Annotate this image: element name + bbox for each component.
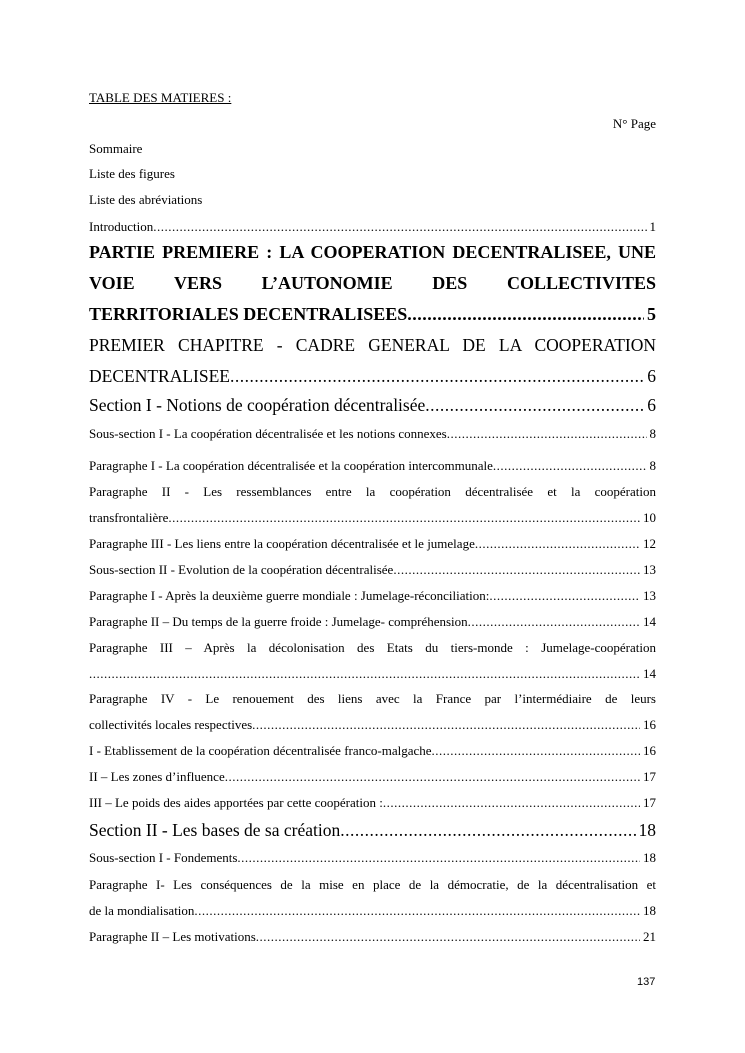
toc-entry-page: 13: [643, 562, 656, 577]
toc-entry-page: 18: [638, 820, 656, 840]
toc-entry: [89, 219, 656, 235]
toc-entry: [89, 820, 656, 841]
toc-chapter-heading: PREMIER CHAPITRE - CADRE GENERAL DE LA COOPERATION: [89, 335, 656, 355]
toc-entry-page: 17: [643, 769, 656, 784]
toc-entry: [89, 562, 656, 578]
dot-leader: [447, 426, 647, 442]
toc-entry-label: Sous-section I - Fondements: [89, 850, 238, 865]
dot-leader: [252, 717, 640, 733]
toc-title: TABLE DES MATIERES :: [89, 90, 232, 105]
toc-entry-page: 16: [643, 743, 656, 758]
toc-entry-label: Paragraphe II – Les motivations: [89, 929, 256, 944]
dot-leader: [237, 850, 640, 866]
toc-entry-page: 5: [647, 304, 656, 324]
page-column-header: N° Page: [612, 116, 656, 131]
footer-page-number: 137: [637, 976, 656, 988]
toc-entry-label: II – Les zones d’influence: [89, 769, 225, 784]
toc-entry-label: Section II - Les bases de sa création: [89, 820, 341, 840]
dot-leader: [225, 769, 640, 785]
toc-entry-page: 21: [643, 929, 656, 944]
toc-entry-page: 17: [643, 795, 656, 810]
toc-entry-label: Sous-section II - Evolution de la coopération décentralisée: [89, 562, 394, 577]
toc-entry-line: Paragraphe I- Les conséquences de la mise en place de la démocratie, de la décentralisation et: [89, 877, 656, 892]
dot-leader: [468, 614, 640, 630]
toc-entry-page: 18: [643, 850, 656, 865]
toc-entry-page: 14: [643, 666, 656, 681]
toc-entry-label: TERRITORIALES DECENTRALISEES: [89, 304, 408, 324]
toc-entry: [89, 795, 656, 811]
toc-entry-page: 16: [643, 717, 656, 732]
toc-entry-label: DECENTRALISEE: [89, 366, 230, 386]
dot-leader: [493, 458, 647, 474]
toc-part-heading: PARTIE PREMIERE : LA COOPERATION DECENTRALISEE, UNE: [89, 242, 656, 262]
toc-entry-page: 6: [647, 366, 656, 386]
toc-entry: [89, 304, 656, 325]
dot-leader: [168, 510, 640, 526]
toc-page: [89, 0, 656, 1053]
toc-entry-abbreviations: Liste des abréviations: [89, 192, 203, 207]
toc-entry-label: Paragraphe III - Les liens entre la coopération décentralisée et le jumelage: [89, 536, 475, 551]
toc-entry-label: de la mondialisation: [89, 903, 195, 918]
toc-part-heading-cont: VOIE VERS L’AUTONOMIE DES COLLECTIVITES: [89, 273, 656, 293]
dot-leader: [89, 666, 640, 682]
toc-entry-page: 14: [643, 614, 656, 629]
toc-entry: [89, 614, 656, 630]
toc-entry-line: Paragraphe IV - Le renouement des liens avec la France par l’intermédiaire de leurs: [89, 691, 656, 706]
toc-entry-label: Sous-section I - La coopération décentralisée et les notions connexes: [89, 426, 447, 441]
toc-entry-line: Paragraphe II - Les ressemblances entre la coopération décentralisée et la coopération: [89, 484, 656, 499]
toc-entry-line: Paragraphe III – Après la décolonisation des Etats du tiers-monde : Jumelage-coopération: [89, 640, 656, 655]
dot-leader: [256, 929, 640, 945]
dot-leader: [489, 588, 640, 604]
toc-entry-page: 1: [649, 219, 656, 234]
dot-leader: [407, 304, 644, 325]
toc-entry-page: 13: [643, 588, 656, 603]
dot-leader: [383, 795, 640, 811]
toc-entry: [89, 666, 656, 682]
dot-leader: [475, 536, 640, 552]
dot-leader: [230, 366, 644, 387]
toc-entry-label: collectivités locales respectives: [89, 717, 253, 732]
dot-leader: [340, 820, 635, 841]
dot-leader: [425, 395, 644, 416]
toc-entry: [89, 717, 656, 733]
dot-leader: [194, 903, 640, 919]
dot-leader: [432, 743, 640, 759]
toc-entry: [89, 929, 656, 945]
toc-entry-figures: Liste des figures: [89, 166, 175, 181]
toc-entry-label: Introduction: [89, 219, 154, 234]
toc-entry-label: Paragraphe I - La coopération décentralisée et la coopération intercommunale: [89, 458, 493, 473]
toc-entry-label: I - Etablissement de la coopération décentralisée franco-malgache: [89, 743, 432, 758]
toc-entry: [89, 395, 656, 416]
toc-entry: [89, 510, 656, 526]
dot-leader: [393, 562, 640, 578]
toc-entry: [89, 366, 656, 387]
toc-entry-label: transfrontalière: [89, 510, 169, 525]
toc-entry-page: 8: [649, 458, 656, 473]
toc-entry: [89, 850, 656, 866]
toc-entry: [89, 903, 656, 919]
toc-entry-page: 6: [647, 395, 656, 415]
toc-entry-label: Paragraphe II – Du temps de la guerre froide : Jumelage- compréhension: [89, 614, 468, 629]
dot-leader: [153, 219, 646, 235]
toc-entry-label: III – Le poids des aides apportées par cette coopération :: [89, 795, 383, 810]
toc-entry: [89, 743, 656, 759]
toc-entry: [89, 588, 656, 604]
toc-entry-sommaire: Sommaire: [89, 141, 143, 156]
toc-entry: [89, 458, 656, 474]
toc-entry-label: Section I - Notions de coopération décentralisée: [89, 395, 426, 415]
toc-entry: [89, 426, 656, 442]
toc-entry: [89, 536, 656, 552]
toc-entry: [89, 769, 656, 785]
toc-entry-page: 18: [643, 903, 656, 918]
toc-entry-page: 8: [649, 426, 656, 441]
toc-entry-page: 12: [643, 536, 656, 551]
toc-entry-label: Paragraphe I - Après la deuxième guerre mondiale : Jumelage-réconciliation:: [89, 588, 490, 603]
toc-entry-page: 10: [643, 510, 656, 525]
